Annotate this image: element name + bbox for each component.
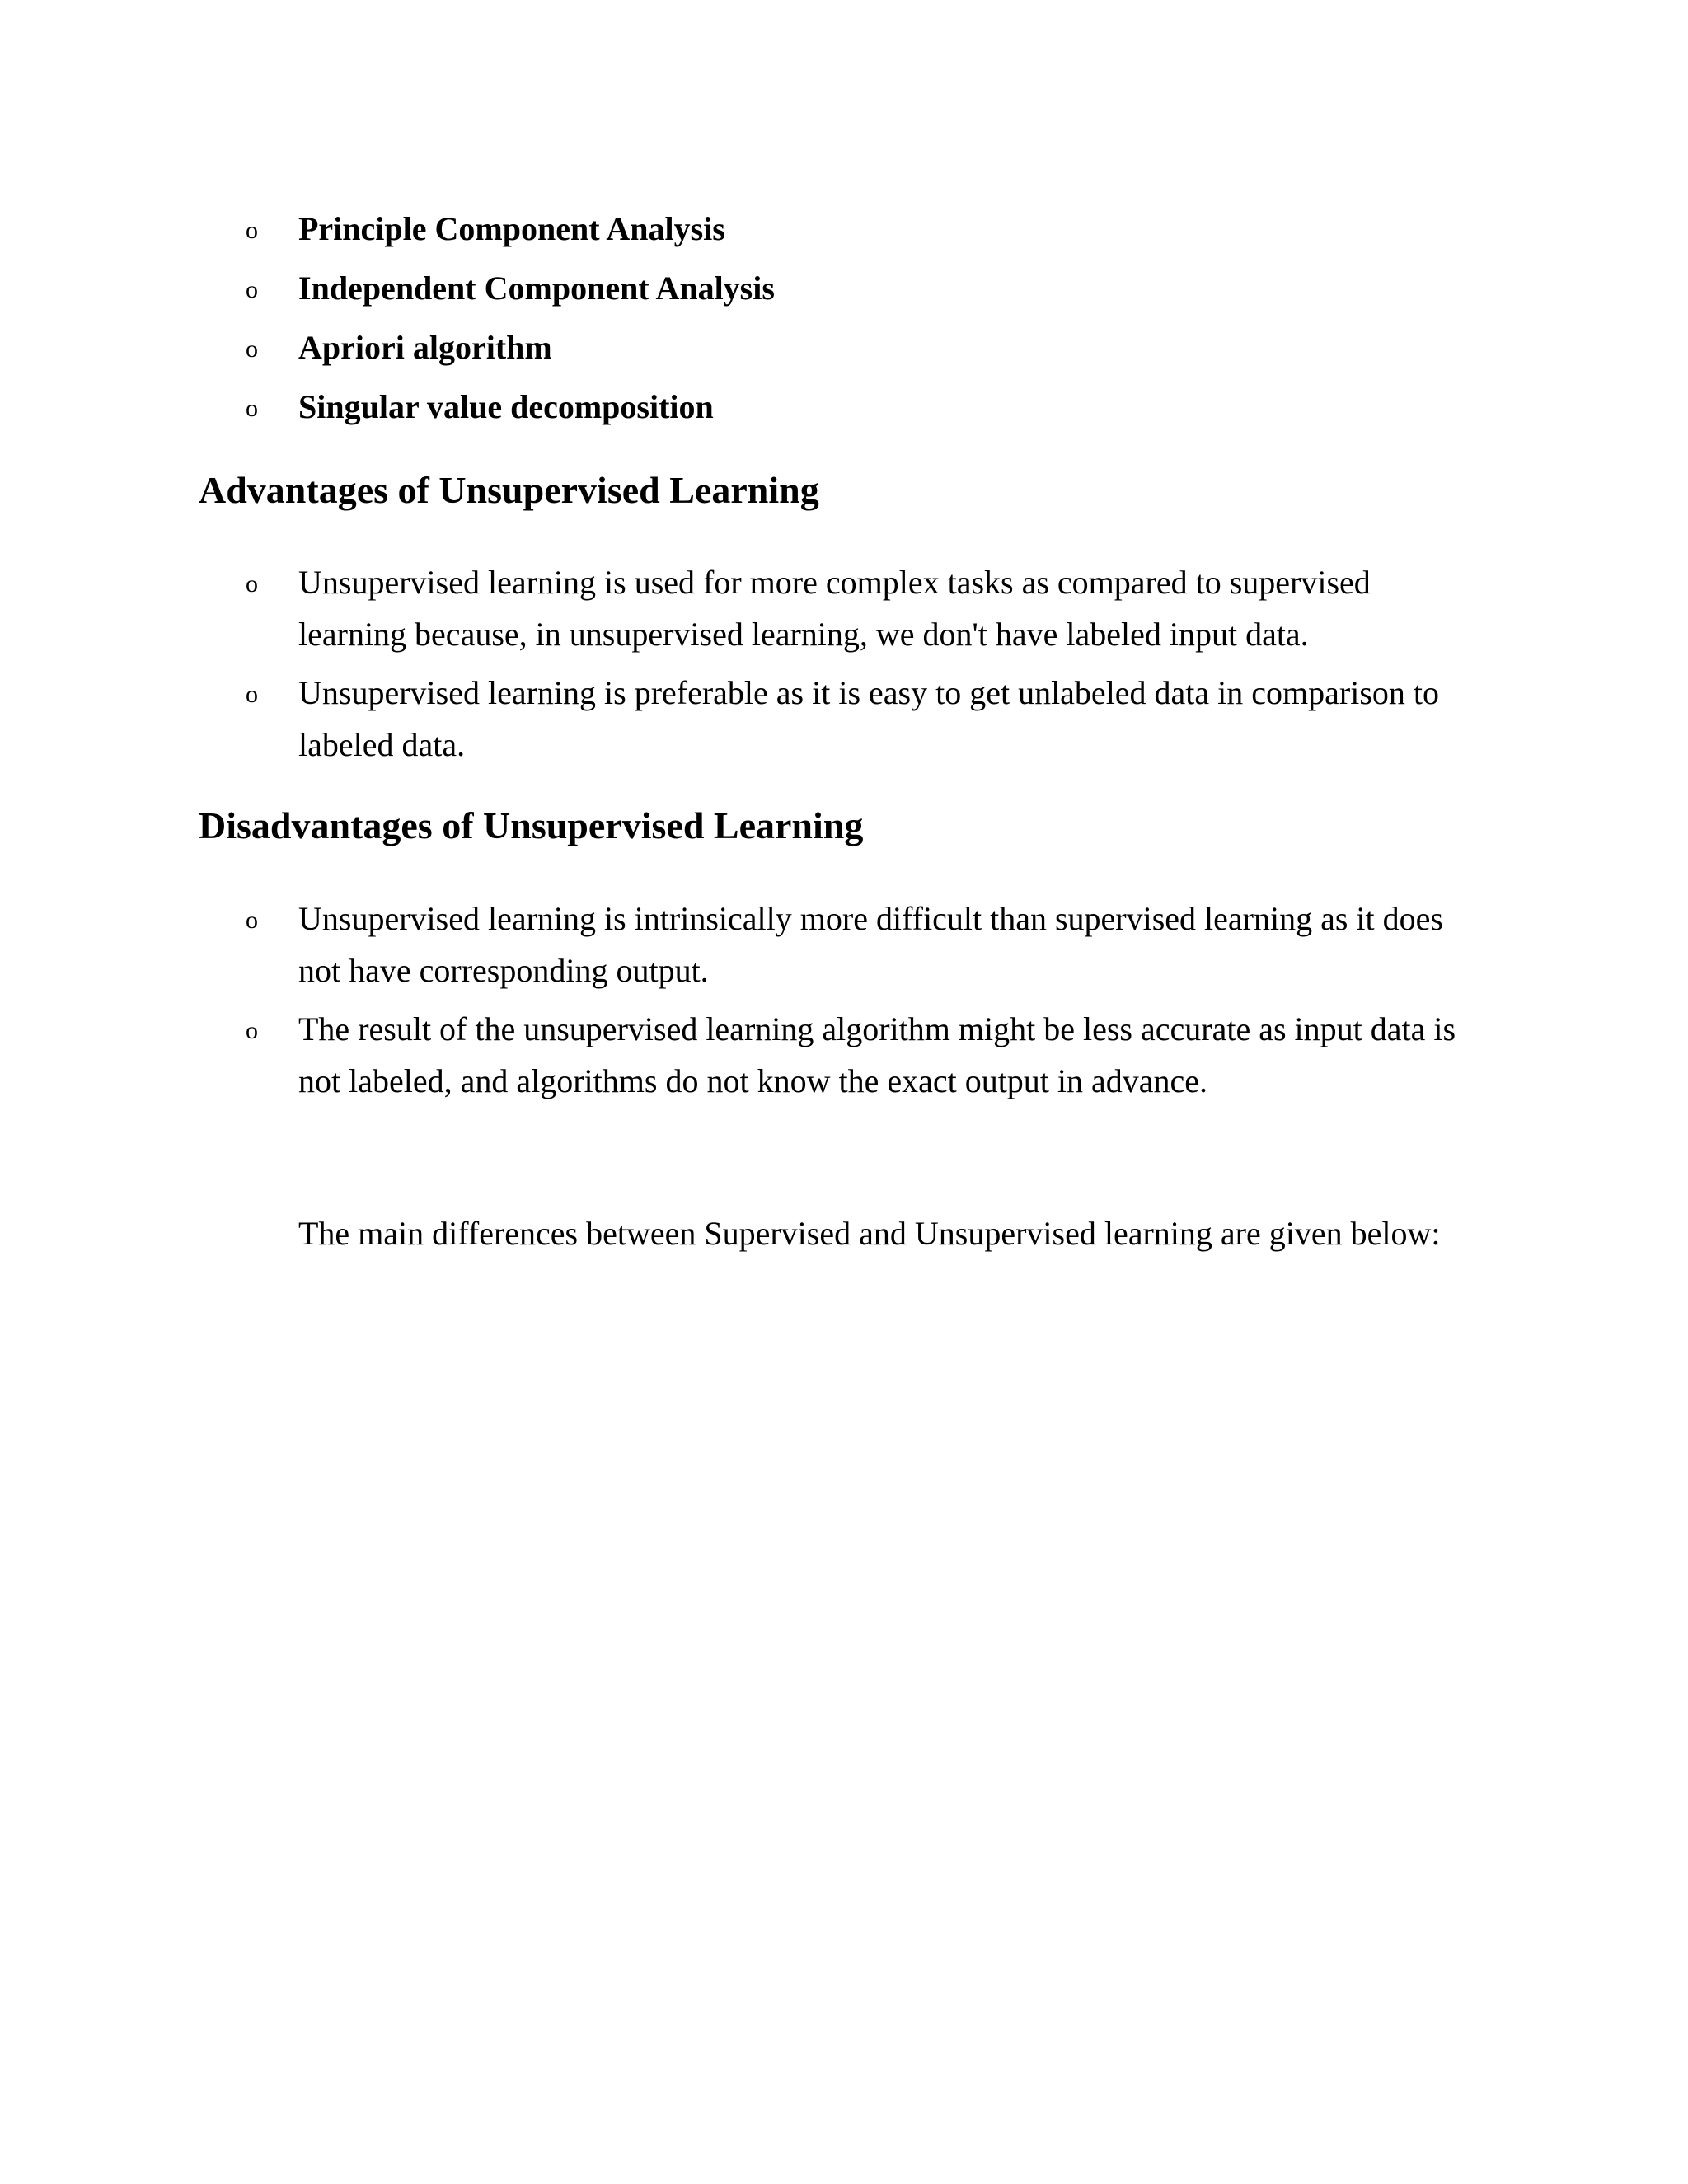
list-item — [0, 326, 1688, 386]
algorithm-name: Independent Component Analysis — [298, 269, 775, 307]
algorithm-name: Principle Component Analysis — [298, 210, 725, 247]
list-item — [0, 1003, 1688, 1107]
algorithm-list — [0, 208, 1688, 445]
advantage-text: Unsupervised learning is preferable as it is easy to get unlabeled data in comparison to labeled data. — [298, 674, 1440, 763]
hollow-bullet-icon: o — [246, 276, 258, 303]
disadvantage-text: Unsupervised learning is intrinsically more difficult than supervised learning as it does not have corresponding output. — [298, 900, 1443, 989]
hollow-bullet-icon: o — [246, 681, 258, 708]
list-item — [0, 267, 1688, 326]
disadvantages-list — [0, 893, 1688, 1113]
hollow-bullet-icon: o — [246, 395, 258, 422]
hollow-bullet-icon: o — [246, 335, 258, 363]
disadvantage-text: The result of the unsupervised learning algorithm might be less accurate as input data is not labeled, and algorithms do not know the exact output in advance. — [298, 1010, 1456, 1099]
hollow-bullet-icon: o — [246, 570, 258, 598]
list-item — [0, 667, 1688, 771]
advantages-list — [0, 556, 1688, 777]
hollow-bullet-icon: o — [246, 907, 258, 934]
hollow-bullet-icon: o — [246, 217, 258, 244]
list-item — [0, 386, 1688, 445]
algorithm-name: Apriori algorithm — [298, 329, 552, 366]
advantages-heading: Advantages of Unsupervised Learning — [199, 469, 819, 511]
list-item — [0, 893, 1688, 996]
list-item — [0, 556, 1688, 660]
hollow-bullet-icon: o — [246, 1017, 258, 1044]
advantage-text: Unsupervised learning is used for more complex tasks as compared to supervised learning because, in unsupervised learning, we don't have labeled input data. — [298, 564, 1371, 653]
closing-paragraph: The main differences between Supervised and Unsupervised learning are given below: — [298, 1215, 1441, 1252]
list-item — [0, 208, 1688, 267]
algorithm-name: Singular value decomposition — [298, 388, 714, 425]
disadvantages-heading: Disadvantages of Unsupervised Learning — [199, 804, 864, 846]
